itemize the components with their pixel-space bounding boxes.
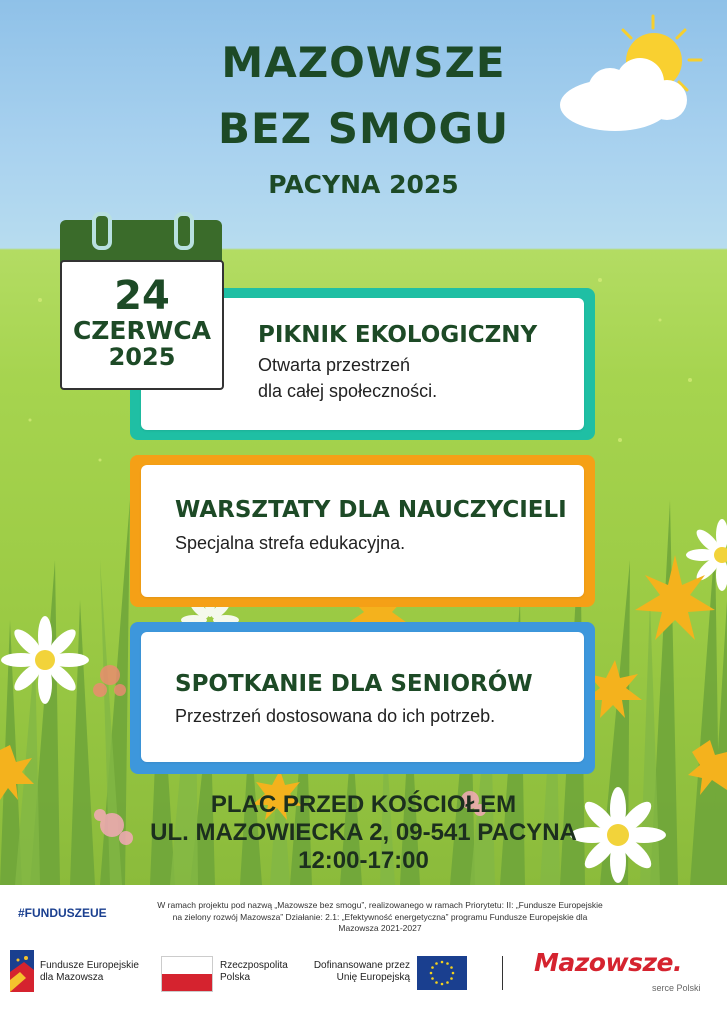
- calendar-month: CZERWCA: [72, 316, 212, 345]
- fe-logo-text: [40, 960, 139, 984]
- funding-note: [140, 900, 620, 935]
- rp-line2: Polska: [220, 972, 251, 983]
- title-line2: BEZ SMOGU: [217, 104, 510, 153]
- subtitle: PACYNA 2025: [268, 170, 459, 199]
- eu-logo-text: [300, 960, 410, 984]
- event-title: PIKNIK EKOLOGICZNY: [258, 322, 538, 348]
- hashtag: #FUNDUSZEUE: [18, 906, 107, 920]
- funding-note-line3: Mazowsza 2021-2027: [338, 923, 422, 933]
- event-description: Przestrzeń dostosowana do ich potrzeb.: [175, 706, 496, 726]
- funding-note-line2: na zielony rozwój Mazowsza” Działanie: 2.1: „Efektywność energetyczna” programu Fundusze Europejskie dla: [172, 911, 588, 922]
- mazowsze-logo: Mazowsze.: [534, 948, 682, 977]
- event-description: [258, 352, 437, 404]
- calendar-header: [60, 220, 222, 265]
- polish-flag-icon: [161, 956, 213, 992]
- location-line2: UL. MAZOWIECKA 2, 09-541 PACYNA: [150, 819, 577, 846]
- eu-flag-icon: [417, 956, 467, 990]
- fe-line2: dla Mazowsza: [40, 972, 104, 983]
- title-line1: MAZOWSZE: [221, 38, 506, 87]
- fundusze-europejskie-logo-icon: [10, 950, 34, 992]
- event-title: WARSZTATY DLA NAUCZYCIELI: [175, 497, 567, 523]
- eu-line2: Unię Europejską: [336, 972, 410, 983]
- rp-line1: Rzeczpospolita: [220, 960, 288, 971]
- event-time: 12:00-17:00: [298, 847, 429, 874]
- calendar-ring: [174, 212, 194, 250]
- eu-line1: Dofinansowane przez: [313, 960, 410, 971]
- card-panel: [141, 632, 584, 762]
- calendar-ring: [92, 212, 112, 250]
- event-desc-line1: Otwarta przestrzeń: [258, 355, 411, 375]
- rp-logo-text: [220, 960, 288, 984]
- calendar-year: 2025: [108, 343, 176, 371]
- fe-line1: Fundusze Europejskie: [40, 960, 139, 971]
- event-desc-line2: dla całej społeczności.: [258, 381, 438, 401]
- event-description: Specjalna strefa edukacyjna.: [175, 533, 406, 553]
- mazowsze-tagline: serce Polski: [652, 983, 701, 993]
- daisy-flower: [1, 616, 89, 704]
- location-line1: PLAC PRZED KOŚCIOŁEM: [210, 791, 517, 818]
- event-title: SPOTKANIE DLA SENIORÓW: [175, 671, 533, 697]
- calendar-date: [60, 260, 224, 390]
- calendar-day: 24: [114, 273, 170, 319]
- funding-note-line1: W ramach projektu pod nazwą „Mazowsze bez smogu”, realizowanego w ramach Priorytetu: II: „Fundusze Europejskie: [157, 900, 603, 910]
- divider: [502, 956, 503, 990]
